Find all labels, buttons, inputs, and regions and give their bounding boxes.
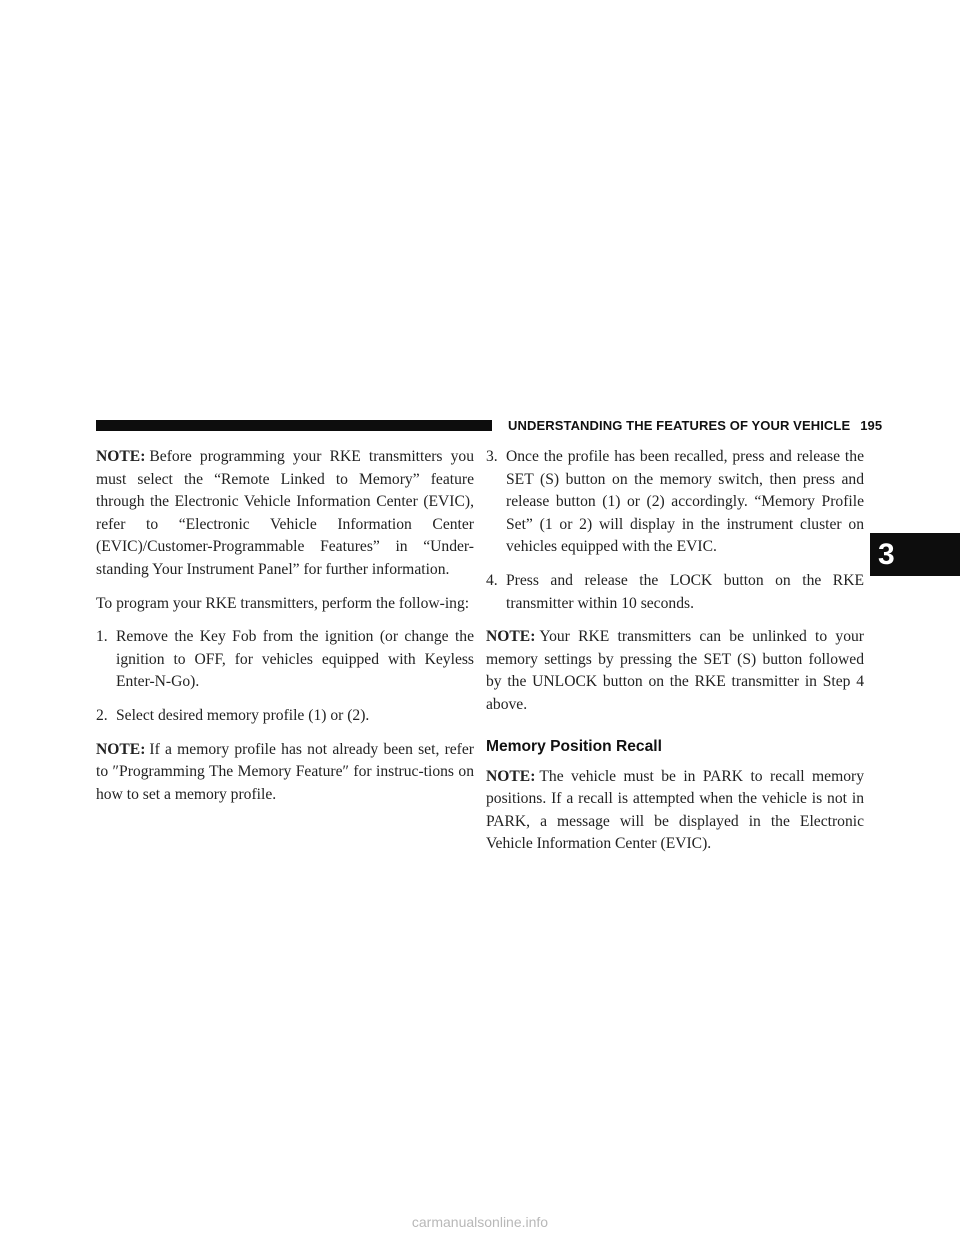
left-column <box>96 446 474 817</box>
note-text: Your RKE transmitters can be unlinked to your memory settings by pressing the SET (S) button followed by the UNLOCK button on the RKE transmitter in Step 4 above. <box>486 628 864 713</box>
page-number: 195 <box>860 418 883 433</box>
note-paragraph <box>96 739 474 807</box>
step-number: 2. <box>96 706 108 724</box>
intro-paragraph: To program your RKE transmitters, perform the follow-ing: <box>96 594 470 612</box>
step-number: 1. <box>96 628 108 646</box>
list-item <box>486 570 864 615</box>
step-text: Press and release the LOCK button on the RKE transmitter within 10 seconds. <box>506 571 864 612</box>
step-text: Select desired memory profile (1) or (2). <box>116 706 370 724</box>
right-column <box>486 446 864 867</box>
chapter-tab: 3 <box>870 533 960 576</box>
section-heading: Memory Position Recall <box>486 737 662 755</box>
note-label: NOTE: <box>96 740 146 758</box>
note-label: NOTE: <box>486 767 536 785</box>
note-label: NOTE: <box>96 448 146 465</box>
list-item <box>96 626 474 694</box>
note-text: The vehicle must be in PARK to recall memory positions. If a recall is attempted when the vehicle is not in PARK, a message will be displayed in the Electronic Vehicle Information Center (EVIC). <box>486 767 864 853</box>
note-paragraph <box>486 766 864 856</box>
note-label: NOTE: <box>486 628 536 646</box>
list-item <box>486 446 864 559</box>
note-paragraph <box>486 626 864 716</box>
header-title: UNDERSTANDING THE FEATURES OF YOUR VEHICLE <box>508 418 851 433</box>
step-number: 4. <box>486 571 498 589</box>
note-text: If a memory profile has not already been set, refer to ″Programming The Memory Feature″ for instruc-tions on how to set a memory profile. <box>96 740 474 803</box>
step-text: Remove the Key Fob from the ignition (or change the ignition to OFF, for vehicles equipped with Keyless Enter-N-Go). <box>116 628 474 691</box>
step-text: Once the profile has been recalled, press and release the SET (S) button on the memory switch, then press and release button (1) or (2) accordingly. “Memory Profile Set” (1 or 2) will display in the instrument cluster on vehicles equipped with the EVIC. <box>506 448 864 556</box>
list-item <box>96 705 474 728</box>
step-number: 3. <box>486 448 498 465</box>
note-paragraph <box>96 446 474 582</box>
header-bar <box>96 420 492 431</box>
note-text: Before programming your RKE transmitters you must select the “Remote Linked to Memory” feature through the Electronic Vehicle Information Center (EVIC), refer to “Electronic Vehicle Information Center (EVIC)/Customer-Programmable Features” in “Under-standing Your Instrument Panel” for further information. <box>96 448 474 578</box>
watermark: carmanualsonline.info <box>411 1214 549 1230</box>
running-header <box>508 418 882 433</box>
